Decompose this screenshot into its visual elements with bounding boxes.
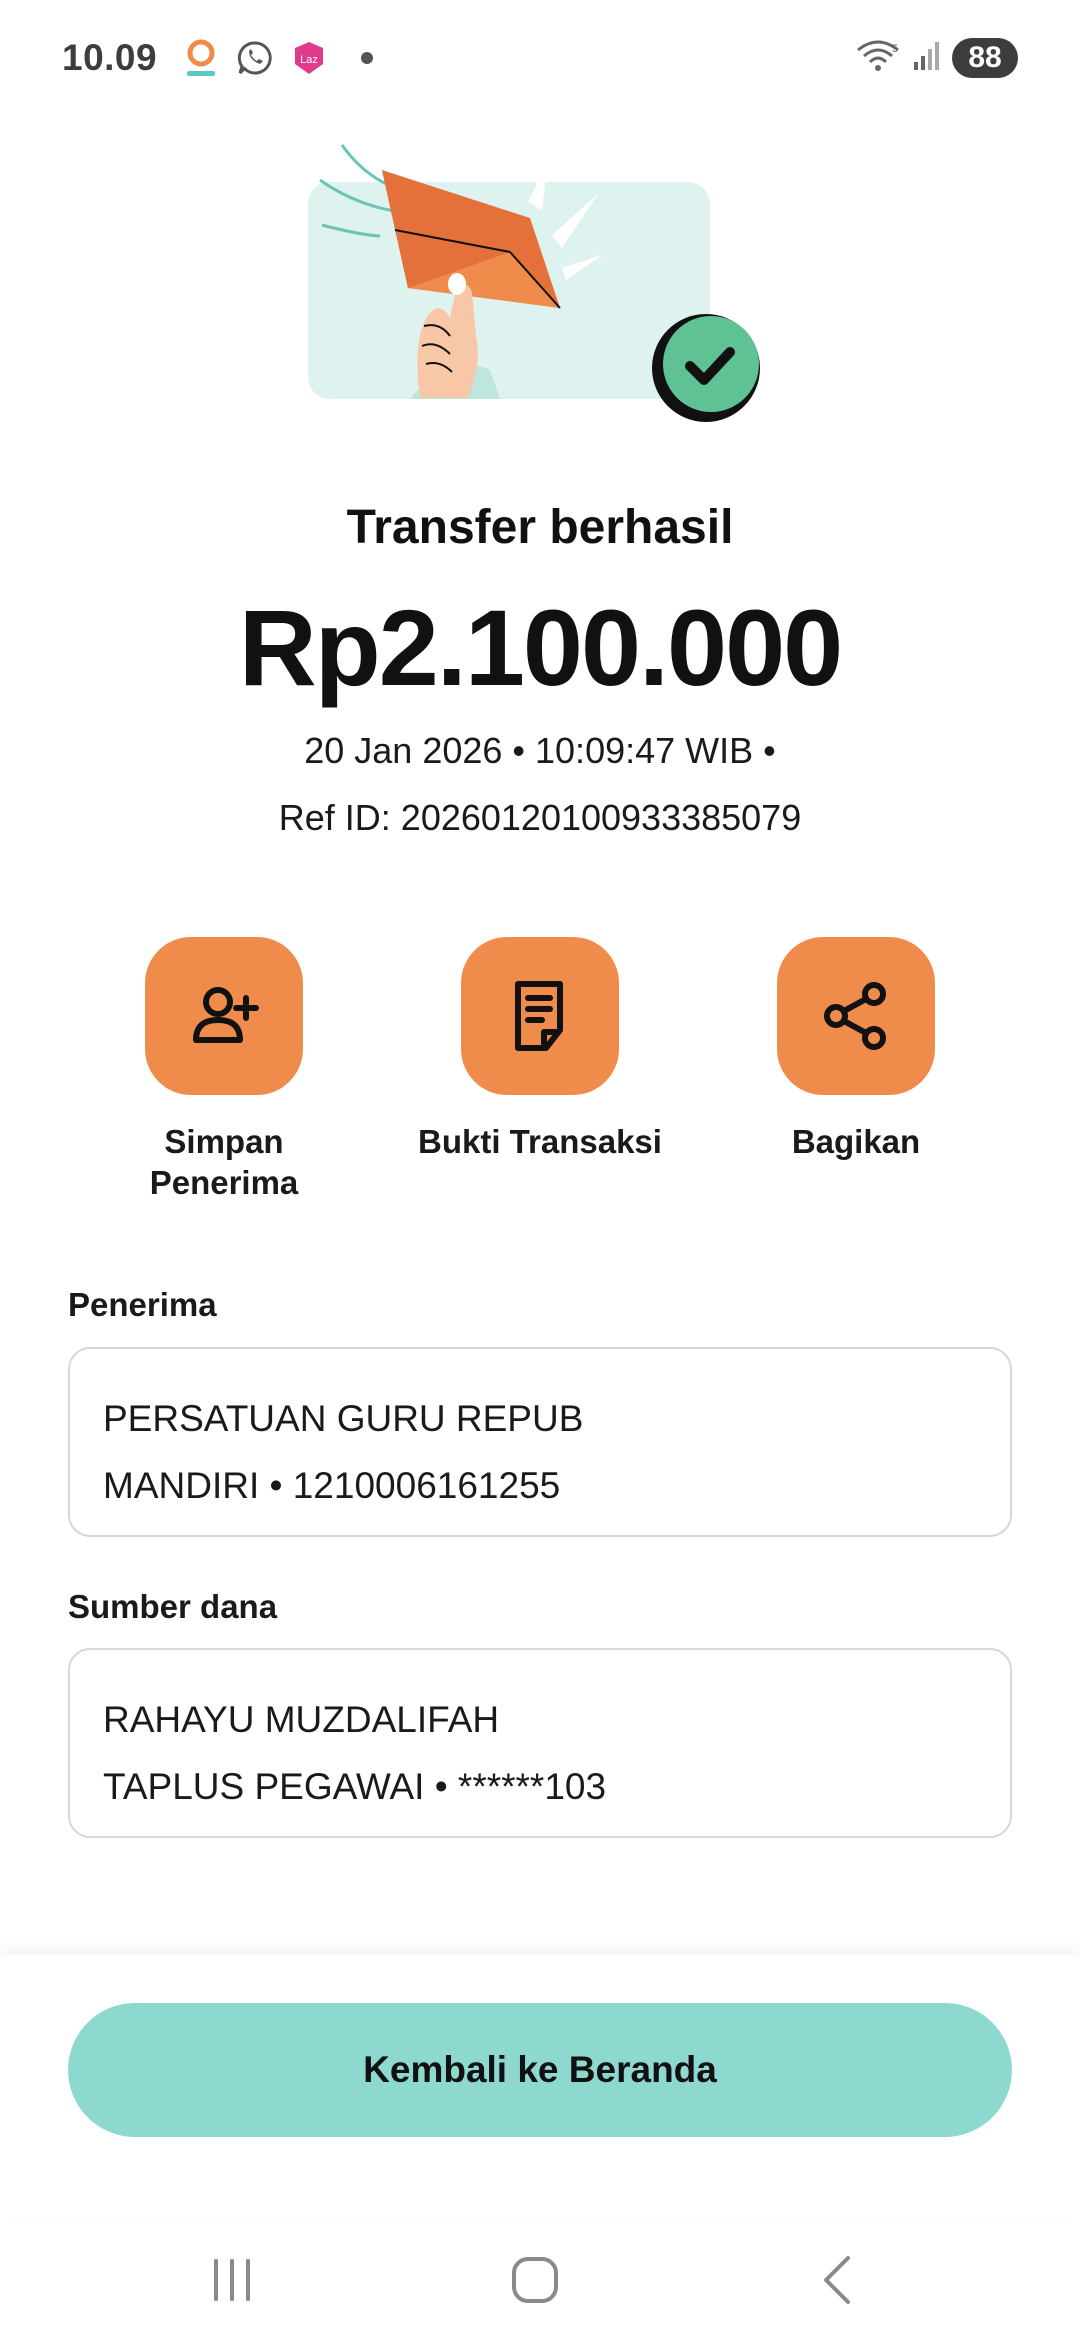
transaction-proof-action: [390, 937, 690, 1162]
success-check-badge: [650, 310, 766, 426]
lazada-icon-text: Laz: [300, 54, 318, 66]
save-recipient-label: Simpan Penerima: [149, 1123, 299, 1201]
back-to-home-button[interactable]: Kembali ke Beranda: [68, 2003, 1012, 2137]
share-icon: [818, 978, 894, 1054]
notification-icons: [181, 38, 373, 78]
paper-plane-hand-illustration: [300, 140, 780, 440]
whatsapp-icon: [235, 38, 275, 78]
reference-id: Ref ID: 20260120100933385079: [278, 797, 802, 838]
page-title: Transfer berhasil: [346, 501, 734, 554]
receipt-icon: [502, 978, 578, 1054]
system-status-icons: [854, 38, 1018, 79]
transfer-amount: Rp2.100.000: [238, 587, 842, 708]
lazada-icon: [289, 38, 329, 78]
recent-apps-icon[interactable]: [192, 2245, 272, 2315]
home-icon[interactable]: [495, 2245, 575, 2315]
recipient-card: [68, 1347, 1012, 1537]
source-section-label: Sumber dana: [68, 1588, 278, 1625]
more-notifications-dot: [361, 52, 373, 64]
battery-indicator: 88: [952, 38, 1018, 78]
recipient-section-label: Penerima: [68, 1286, 217, 1323]
source-card: [68, 1648, 1012, 1838]
add-user-icon: [186, 978, 262, 1054]
source-account: TAPLUS PEGAWAI • ******103: [103, 1766, 607, 1807]
status-time: 10.09: [62, 37, 158, 78]
signal-icon: [912, 40, 942, 77]
save-recipient-button[interactable]: [145, 937, 303, 1095]
transaction-proof-label: Bukti Transaksi: [418, 1123, 662, 1160]
recipient-name: PERSATUAN GURU REPUB: [103, 1398, 584, 1439]
recipient-account: MANDIRI • 1210006161255: [103, 1465, 561, 1506]
share-button[interactable]: [777, 937, 935, 1095]
wifi-icon: [854, 38, 902, 79]
orange-o-app-icon: [181, 38, 221, 78]
share-label: Bagikan: [791, 1123, 921, 1160]
transaction-datetime: 20 Jan 2026 • 10:09:47 WIB •: [304, 730, 776, 771]
transaction-proof-button[interactable]: [461, 937, 619, 1095]
status-bar: [0, 0, 1080, 116]
back-icon[interactable]: [798, 2245, 878, 2315]
svg-text:5: 5: [892, 42, 899, 55]
source-name: RAHAYU MUZDALIFAH: [103, 1699, 500, 1740]
share-action: [706, 937, 1006, 1162]
system-navigation-bar: [0, 2215, 1080, 2340]
save-recipient-action: [74, 937, 374, 1203]
